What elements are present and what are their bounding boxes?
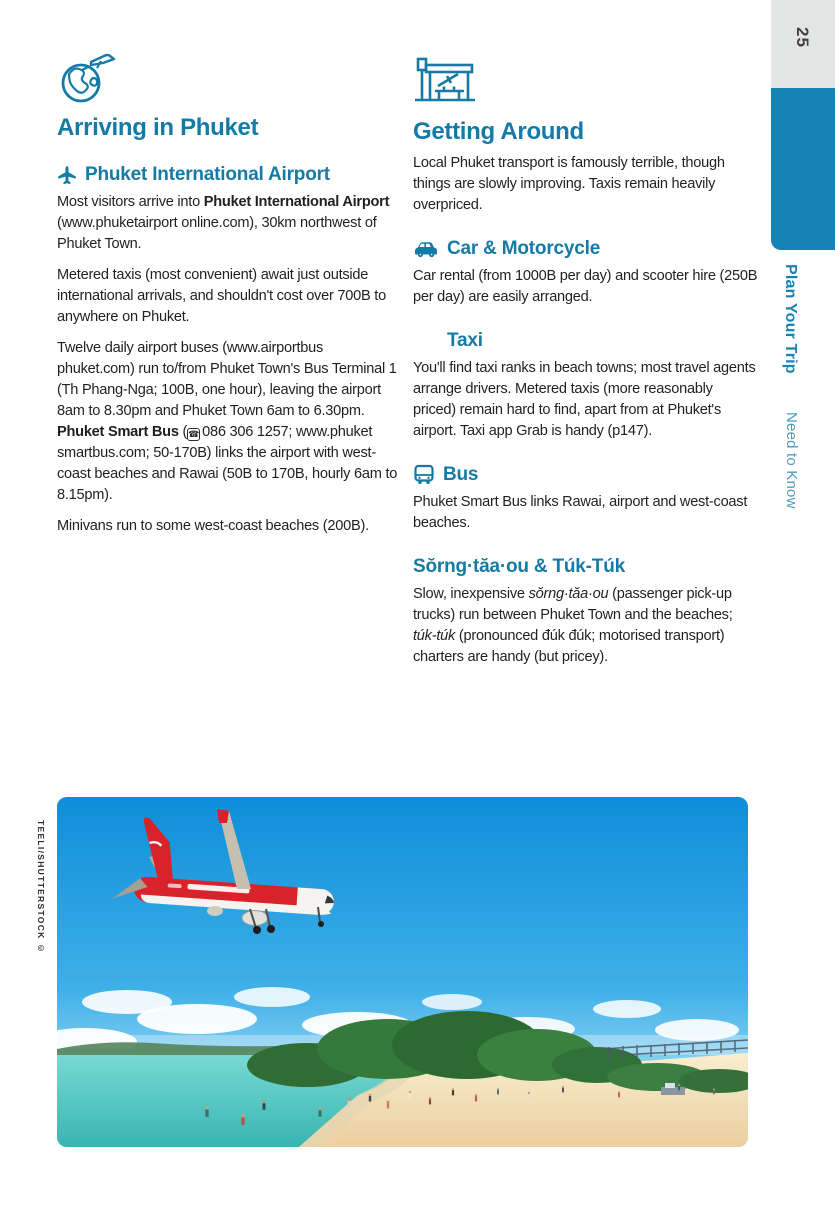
phone-icon: ☎ <box>188 429 200 439</box>
beach-plane-illustration <box>57 797 748 1147</box>
bus-stop-icon <box>413 54 758 112</box>
paragraph <box>413 584 758 668</box>
text-segment: (www.phuketairport online.com), 30km northwest of Phuket Town. <box>57 215 377 252</box>
section-tab <box>771 88 835 250</box>
text-segment: ( <box>178 424 188 440</box>
car-icon <box>413 239 439 258</box>
arriving-column <box>57 50 398 547</box>
text-segment: Twelve daily airport buses (www.airportbus phuket.com) run to/from Phuket Town's Bus Terminal 1 (Th Phang-Nga; 100B, one hour), leaving the airport 8am to 8.30pm and Phuket Town 6am to 6.30pm. <box>57 340 397 419</box>
paragraph <box>57 338 398 506</box>
getting-around-title: Getting Around <box>413 118 584 145</box>
text-segment: Slow, inexpensive <box>413 586 529 602</box>
paragraph <box>57 265 398 328</box>
text-segment: túk-túk <box>413 628 456 644</box>
taxi-heading-label: Taxi <box>447 330 483 351</box>
text-segment: Most visitors arrive into <box>57 194 204 210</box>
photo-credit: TEELI/SHUTTERSTOCK © <box>36 820 46 955</box>
text-segment: Phuket Smart Bus <box>57 424 179 440</box>
arriving-title: Arriving in Phuket <box>57 114 259 141</box>
text-segment: Local Phuket transport is famously terrible, though things are slowly improving. Taxis remain heavily overpriced. <box>413 155 725 213</box>
car-motorcycle-heading <box>413 237 758 260</box>
paragraph <box>413 153 758 216</box>
text-segment: (passenger pick-up trucks) run between Phuket Town and the beaches; <box>413 586 733 623</box>
car-motorcycle-heading-label: Car & Motorcycle <box>447 238 601 259</box>
bus-icon <box>413 464 435 485</box>
bus-heading-label: Bus <box>443 464 479 485</box>
paragraph <box>413 358 758 442</box>
text-segment: Car rental (from 1000B per day) and scooter hire (250B per day) are easily arranged. <box>413 268 758 305</box>
airplane-icon <box>57 165 77 185</box>
paragraph <box>413 492 758 534</box>
airport-heading <box>57 163 398 186</box>
page-number: 25 <box>793 27 812 48</box>
paragraph <box>57 192 398 255</box>
bus-heading <box>413 463 758 486</box>
text-segment: Metered taxis (most convenient) await just outside international arrivals, and shouldn't cost over 700B to anywhere on Phuket. <box>57 267 386 325</box>
plan-your-trip-label: Plan Your Trip <box>782 264 799 374</box>
text-segment: (pronounced đúk đúk; motorised transport) charters are handy (but pricey). <box>413 628 725 665</box>
taxi-heading <box>413 329 758 352</box>
paragraph <box>57 516 398 537</box>
text-segment: Phuket Smart Bus links Rawai, airport and west-coast beaches. <box>413 494 748 531</box>
text-segment: sŏrng·tăa·ou <box>528 586 609 602</box>
hero-photo-airasia-beach <box>57 797 748 1147</box>
songthaew-tuktuk-heading <box>413 555 758 578</box>
paragraph <box>413 266 758 308</box>
airport-heading-label: Phuket International Airport <box>85 164 330 185</box>
text-segment: You'll find taxi ranks in beach towns; most travel agents arrange drivers. Metered taxis (more reasonably priced) remain hard to find, apart from at Phuket's airport. Taxi app Grab is handy (p147). <box>413 360 756 439</box>
globe-plane-icon <box>57 50 398 108</box>
getting-around-column <box>413 54 758 678</box>
need-to-know-label: Need to Know <box>783 412 800 509</box>
songthaew-tuktuk-heading-label: Sŏrng·tăa·ou & Túk-Túk <box>413 556 625 577</box>
text-segment: Minivans run to some west-coast beaches (200B). <box>57 518 369 534</box>
text-segment: 086 306 1257; www.phuket smartbus.com; 50-170B) links the airport with west-coast beaches and Rawai (50B to 170B, hourly 6am to 8.15pm). <box>57 424 398 503</box>
text-segment: Phuket International Airport <box>203 194 390 210</box>
